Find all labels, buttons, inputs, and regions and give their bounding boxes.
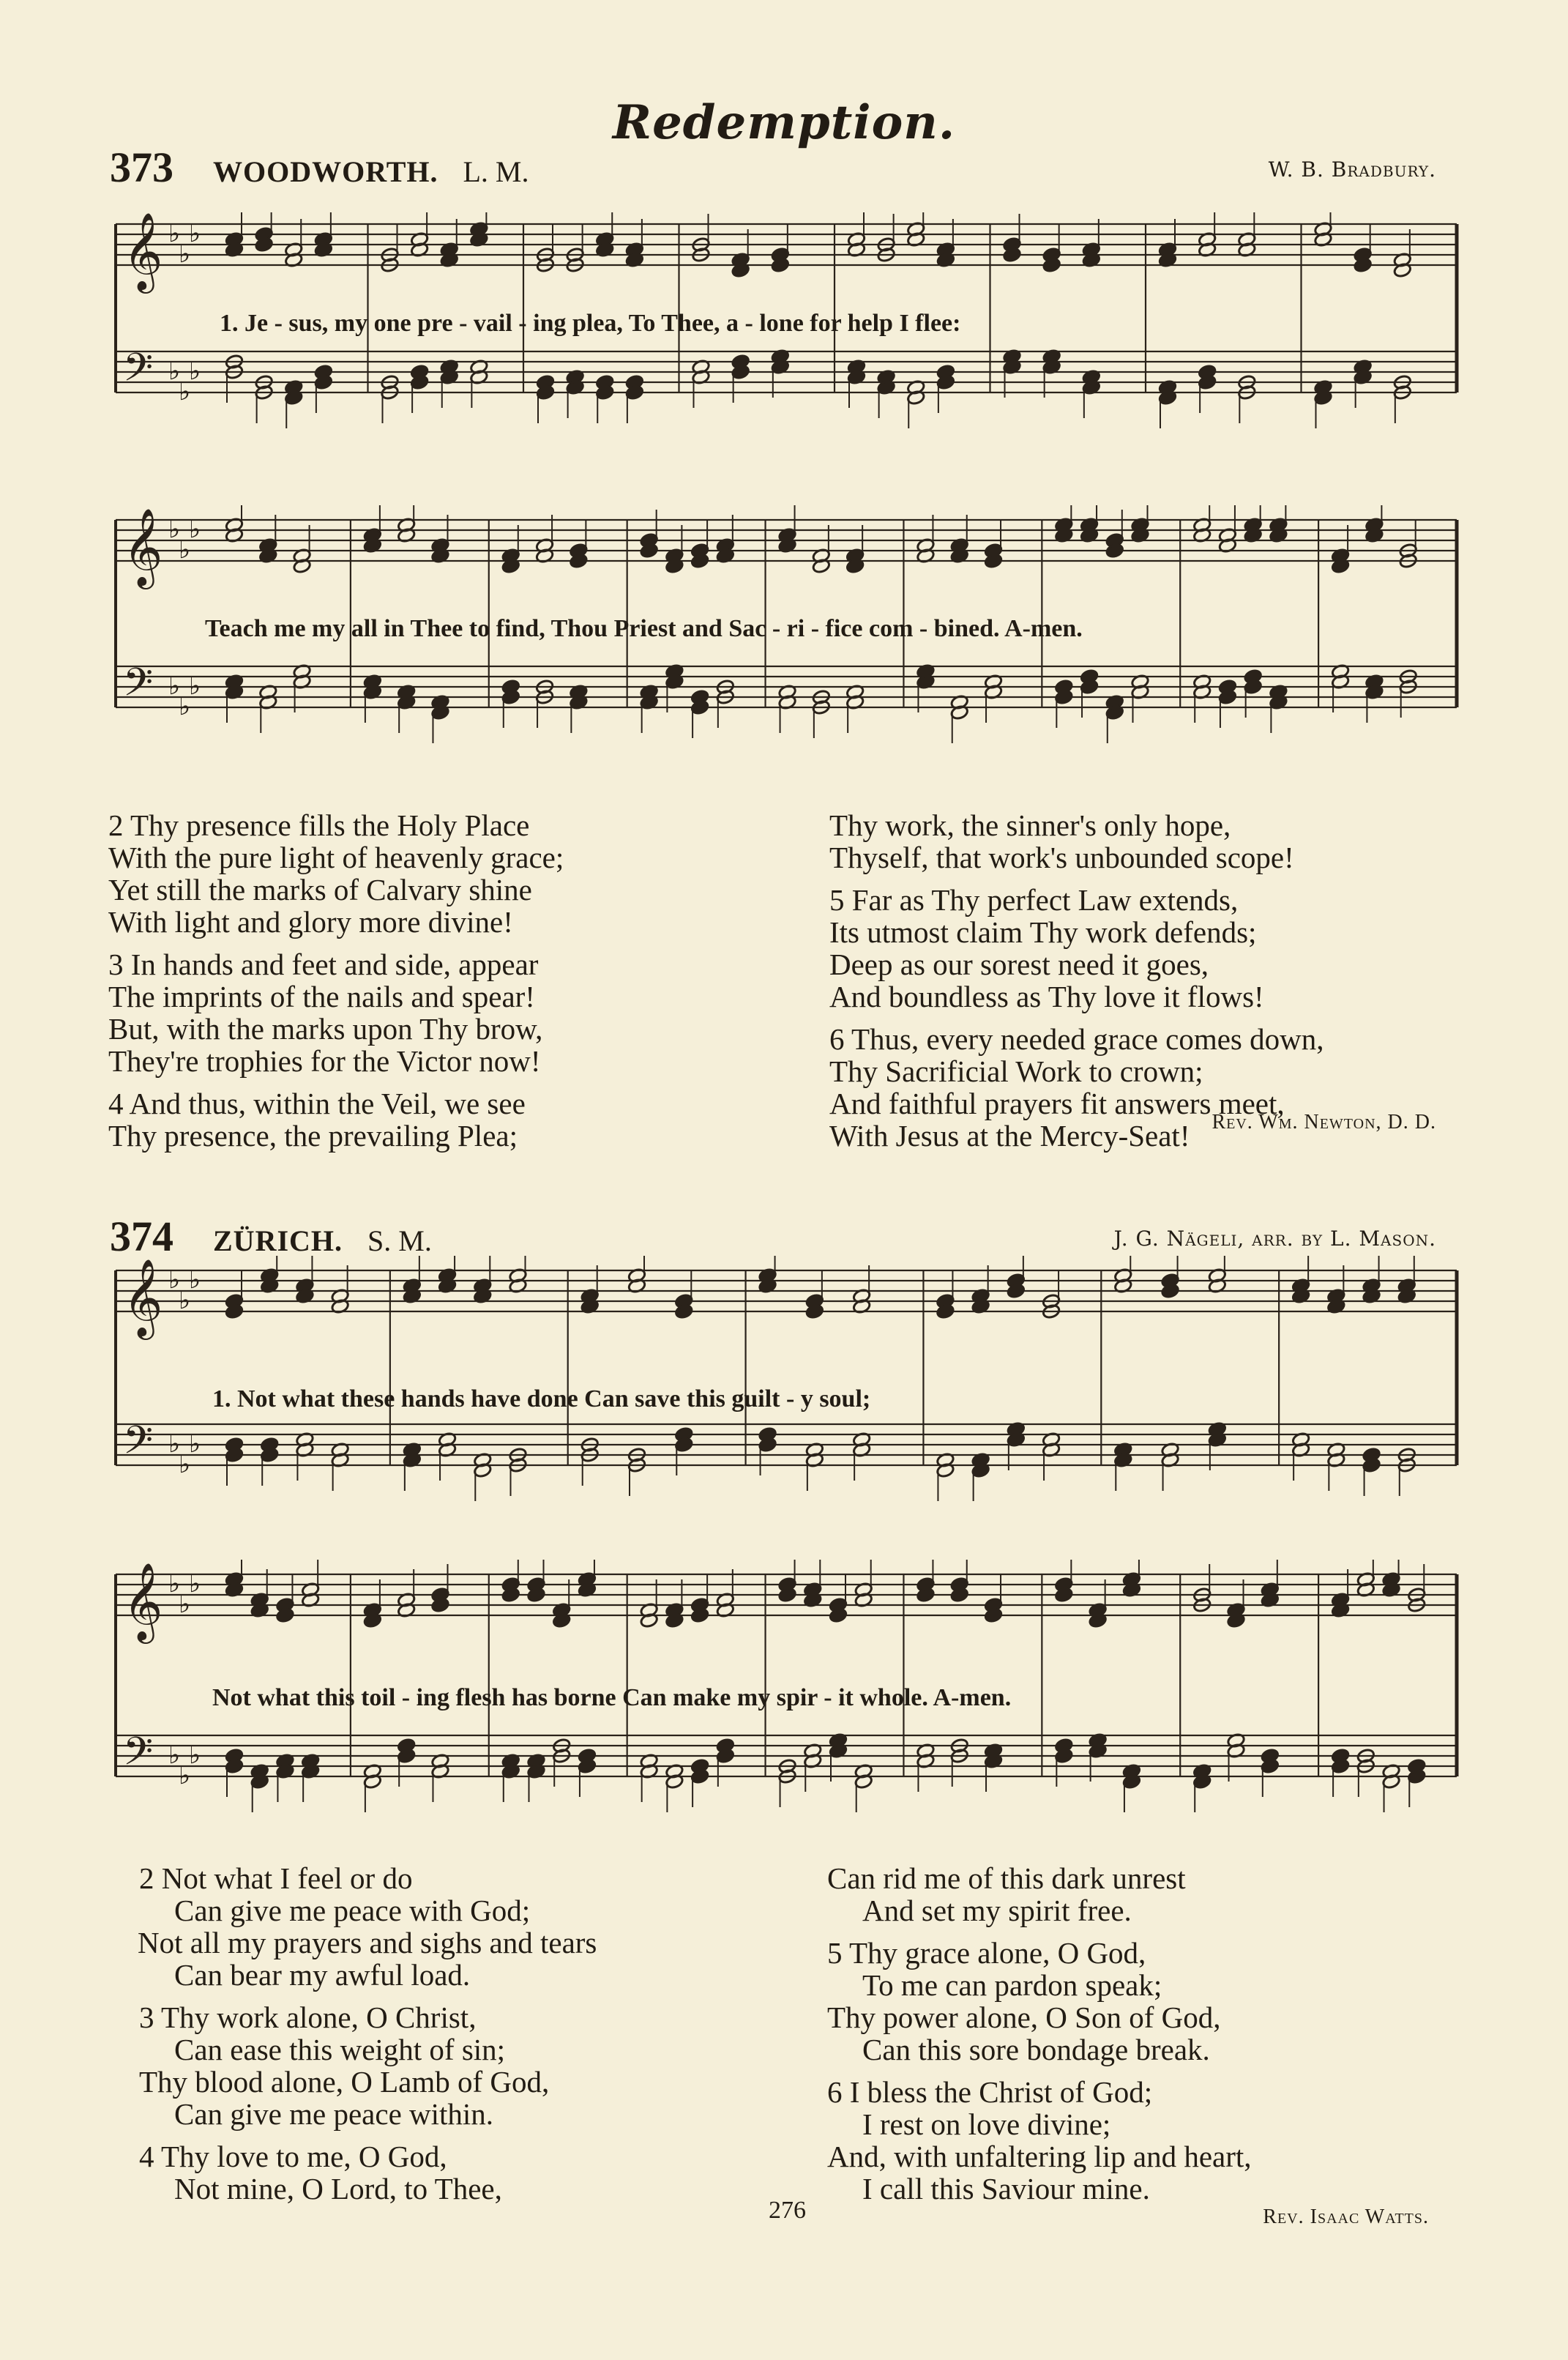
- flat-icon: ♭: [179, 1286, 191, 1315]
- flat-icon: ♭: [189, 671, 201, 701]
- verse-line: Thy Sacrificial Work to crown;: [829, 1054, 1203, 1088]
- hymn-number: 373: [110, 144, 173, 191]
- verse-line: With the pure light of heavenly grace;: [108, 841, 564, 874]
- verse-line: And faithful prayers fit answers meet,: [829, 1087, 1285, 1120]
- flat-icon: ♭: [179, 1590, 191, 1619]
- verse-line: Thy blood alone, O Lamb of God,: [139, 2065, 550, 2099]
- verse-line: Not mine, O Lord, to Thee,: [174, 2172, 502, 2205]
- verses-right-374: [827, 1862, 1252, 2205]
- verse-line: 5 Thy grace alone, O God,: [827, 1936, 1146, 1970]
- treble-clef-icon: 𝄞: [123, 1562, 163, 1640]
- section-title: Redemption.: [612, 95, 956, 150]
- lyric-line: Teach me my all in Thee to find, Thou Priest and Sac - ri - fice com - bined. A-men.: [205, 615, 1083, 642]
- hymn-373-header: [110, 143, 529, 192]
- flat-icon: ♭: [168, 515, 181, 544]
- verse-line: Its utmost claim Thy work defends;: [829, 915, 1257, 949]
- flat-icon: ♭: [168, 1429, 181, 1459]
- flat-icon: ♭: [189, 1741, 201, 1770]
- verse-line: With Jesus at the Mercy-Seat!: [829, 1119, 1190, 1153]
- verse-line: Can ease this weight of sin;: [174, 2033, 506, 2066]
- bass-clef-icon: 𝄢: [123, 1418, 154, 1473]
- verse-line: And boundless as Thy love it flows!: [829, 980, 1264, 1013]
- verse-line: And set my spirit free.: [862, 1894, 1132, 1927]
- hymn-number: 374: [110, 1213, 173, 1260]
- verse-line: Can bear my awful load.: [174, 1958, 471, 1992]
- flat-icon: ♭: [179, 1450, 191, 1479]
- verse-line: I call this Saviour mine.: [862, 2172, 1150, 2205]
- flat-icon: ♭: [168, 671, 181, 701]
- verse-line: Not all my prayers and sighs and tears: [138, 1926, 597, 1959]
- flat-icon: ♭: [179, 1761, 191, 1790]
- verse-line: The imprints of the nails and spear!: [108, 980, 535, 1013]
- flat-icon: ♭: [189, 357, 201, 386]
- verse-line: Thy work, the sinner's only hope,: [829, 808, 1231, 842]
- composer: J. G. Nägeli, arr. by L. Mason.: [1113, 1226, 1436, 1251]
- meter: L. M.: [463, 155, 529, 188]
- flat-icon: ♭: [189, 515, 201, 544]
- bass-clef-icon: 𝄢: [123, 660, 154, 715]
- treble-clef-icon: 𝄞: [123, 507, 163, 586]
- verse-line: 4 And thus, within the Veil, we see: [108, 1087, 526, 1120]
- verse-line: Yet still the marks of Calvary shine: [108, 873, 532, 907]
- verses-right-373: [829, 809, 1324, 1152]
- bass-clef-icon: 𝄢: [123, 346, 154, 400]
- flat-icon: ♭: [168, 1569, 181, 1598]
- verse-line: They're trophies for the Victor now!: [108, 1044, 541, 1078]
- verses-left-374: [139, 1862, 597, 2205]
- composer: W. B. Bradbury.: [1268, 157, 1436, 182]
- flat-icon: ♭: [179, 692, 191, 721]
- verses-left-373: [108, 809, 564, 1152]
- flat-icon: ♭: [179, 377, 191, 406]
- verse-line: Can this sore bondage break.: [862, 2033, 1210, 2066]
- lyric-line: 1. Not what these hands have done Can save this guilt - y soul;: [212, 1385, 871, 1412]
- page-number: 276: [769, 2197, 806, 2224]
- flat-icon: ♭: [168, 1265, 181, 1295]
- verse-line: Thy presence, the prevailing Plea;: [108, 1119, 518, 1153]
- verse-line: 6 I bless the Christ of God;: [827, 2075, 1153, 2109]
- verse-line: Thy power alone, O Son of God,: [827, 2000, 1221, 2034]
- author: Rev. Wm. Newton, D. D.: [1212, 1111, 1436, 1134]
- verse-line: 6 Thus, every needed grace comes down,: [829, 1022, 1324, 1056]
- verse-line: But, with the marks upon Thy brow,: [108, 1012, 543, 1046]
- flat-icon: ♭: [179, 535, 191, 565]
- flat-icon: ♭: [189, 1429, 201, 1459]
- hymn-374-header: [110, 1212, 432, 1261]
- flat-icon: ♭: [189, 1569, 201, 1598]
- tune-name: WOODWORTH.: [213, 155, 438, 188]
- verse-line: 3 Thy work alone, O Christ,: [139, 2000, 477, 2034]
- verse-line: Can give me peace within.: [174, 2097, 494, 2131]
- verse-line: 2 Thy presence fills the Holy Place: [108, 808, 530, 842]
- treble-clef-icon: 𝄞: [123, 1258, 163, 1336]
- verse-line: 3 In hands and feet and side, appear: [108, 948, 539, 981]
- tune-name: ZÜRICH.: [213, 1224, 343, 1257]
- author: Rev. Isaac Watts.: [1263, 2205, 1429, 2228]
- treble-clef-icon: 𝄞: [123, 212, 163, 290]
- flat-icon: ♭: [168, 1741, 181, 1770]
- flat-icon: ♭: [179, 239, 191, 269]
- music-system-373-b: [110, 505, 1493, 798]
- verse-line: To me can pardon speak;: [862, 1968, 1162, 2002]
- verse-line: Can rid me of this dark unrest: [827, 1861, 1186, 1895]
- meter: S. M.: [367, 1224, 432, 1257]
- flat-icon: ♭: [168, 357, 181, 386]
- verse-line: I rest on love divine;: [862, 2107, 1111, 2141]
- verse-line: With light and glory more divine!: [108, 905, 513, 939]
- lyric-line: 1. Je - sus, my one pre - vail - ing plea, To Thee, a - lone for help I flee:: [220, 310, 961, 337]
- verse-line: 2 Not what I feel or do: [139, 1861, 413, 1895]
- verse-line: And, with unfaltering lip and heart,: [827, 2140, 1252, 2173]
- flat-icon: ♭: [189, 1265, 201, 1295]
- lyric-line: Not what this toil - ing flesh has borne Can make my spir - it whole. A-men.: [212, 1684, 1012, 1711]
- flat-icon: ♭: [189, 219, 201, 248]
- verse-line: Can give me peace with God;: [174, 1894, 531, 1927]
- verse-line: 5 Far as Thy perfect Law extends,: [829, 883, 1239, 917]
- verse-line: 4 Thy love to me, O God,: [139, 2140, 447, 2173]
- verse-line: Thyself, that work's unbounded scope!: [829, 841, 1294, 874]
- verse-line: Deep as our sorest need it goes,: [829, 948, 1209, 981]
- flat-icon: ♭: [168, 219, 181, 248]
- bass-clef-icon: 𝄢: [123, 1730, 154, 1784]
